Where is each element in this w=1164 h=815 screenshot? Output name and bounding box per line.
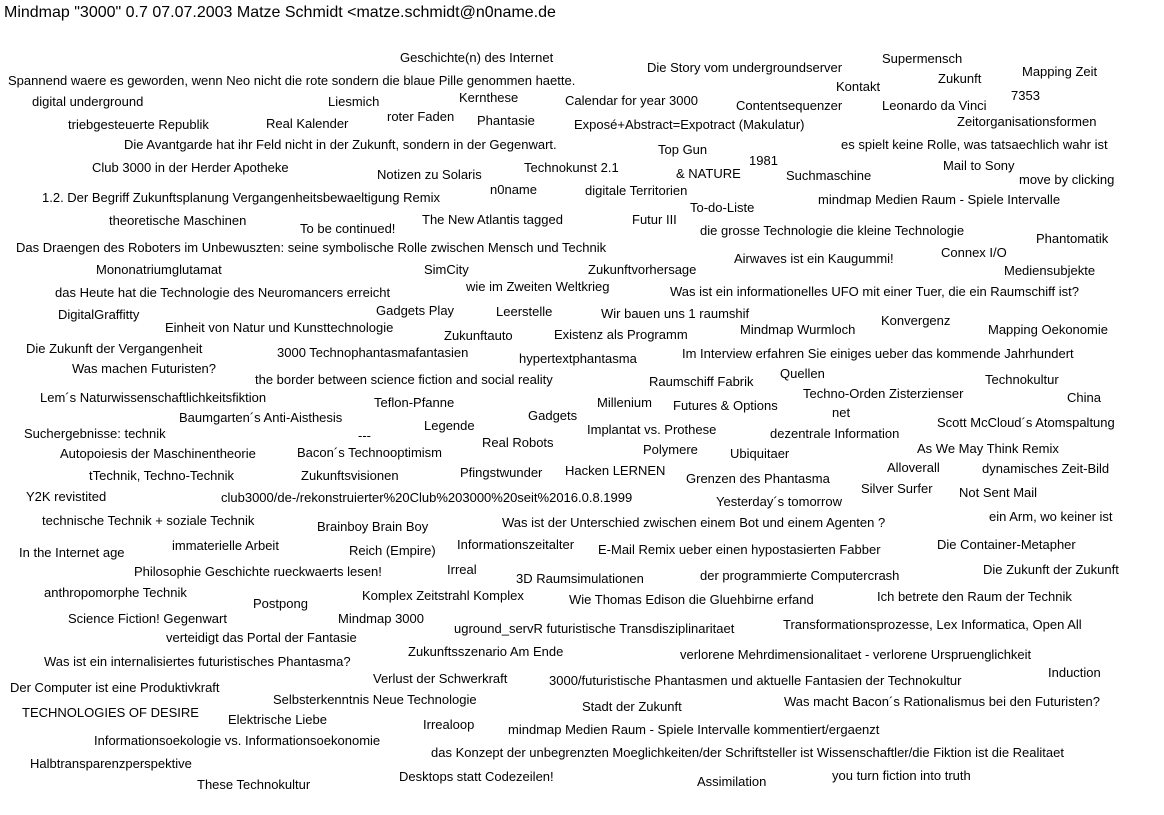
node-these-technokultur[interactable]: These Technokultur	[197, 777, 311, 792]
node-die-zukunft-der-zukunft[interactable]: Die Zukunft der Zukunft	[983, 562, 1119, 577]
node-raumschiff-fabrik[interactable]: Raumschiff Fabrik	[649, 374, 754, 389]
node-pfingstwunder[interactable]: Pfingstwunder	[460, 465, 543, 480]
node-china[interactable]: China	[1067, 390, 1101, 405]
node-calendar-for-year-3000[interactable]: Calendar for year 3000	[565, 93, 698, 108]
node-leerstelle[interactable]: Leerstelle	[496, 304, 553, 319]
node-im-interview-erfahren-sie-einiges-ueber-[interactable]: Im Interview erfahren Sie einiges ueber das kommende Jahrhundert	[682, 346, 1074, 361]
node-postpong[interactable]: Postpong	[253, 596, 308, 611]
node-in-the-internet-age[interactable]: In the Internet age	[19, 545, 125, 560]
node-philosophie-geschichte-rueckwaerts-lesen[interactable]: Philosophie Geschichte rueckwaerts lesen!	[134, 564, 382, 579]
node-ich-betrete-den-raum-der-technik[interactable]: Ich betrete den Raum der Technik	[877, 589, 1072, 604]
node-zukunft[interactable]: Zukunft	[938, 71, 982, 86]
node-club-3000-in-der-herder-apotheke[interactable]: Club 3000 in der Herder Apotheke	[92, 160, 289, 175]
node-kontakt[interactable]: Kontakt	[836, 79, 881, 94]
node-elektrische-liebe[interactable]: Elektrische Liebe	[228, 712, 327, 727]
node-selbsterkenntnis-neue-technologie[interactable]: Selbsterkenntnis Neue Technologie	[273, 692, 477, 707]
node-move-by-clicking[interactable]: move by clicking	[1019, 172, 1115, 187]
node-supermensch[interactable]: Supermensch	[882, 51, 963, 66]
node-simcity[interactable]: SimCity	[424, 262, 469, 277]
node-triebgesteuerte-republik[interactable]: triebgesteuerte Republik	[68, 117, 209, 132]
node-mindmap-wurmloch[interactable]: Mindmap Wurmloch	[740, 322, 856, 337]
node-alloverall[interactable]: Alloverall	[887, 460, 940, 475]
node-verlorene-mehrdimensionalitaet-verlorene[interactable]: verlorene Mehrdimensionalitaet - verlorene Urspruenglichkeit	[680, 647, 1032, 662]
node-liesmich[interactable]: Liesmich	[328, 94, 380, 109]
node-3000-technophantasmafantasien[interactable]: 3000 Technophantasmafantasien	[277, 345, 469, 360]
node-zukunftauto[interactable]: Zukunftauto	[444, 328, 513, 343]
node-the-new-atlantis-tagged[interactable]: The New Atlantis tagged	[422, 212, 563, 227]
node-technologies-of-desire[interactable]: TECHNOLOGIES OF DESIRE	[22, 705, 199, 720]
node-zukunftsvisionen[interactable]: Zukunftsvisionen	[301, 468, 399, 483]
node-contentsequenzer[interactable]: Contentsequenzer	[736, 98, 843, 113]
node-mindmap-medien-raum-spiele-intervalle-ko[interactable]: mindmap Medien Raum - Spiele Intervalle kommentiert/ergaenzt	[508, 722, 880, 737]
node-notizen-zu-solaris[interactable]: Notizen zu Solaris	[377, 167, 482, 182]
node-wir-bauen-uns-1-raumshif[interactable]: Wir bauen uns 1 raumshif	[601, 306, 750, 321]
node-nature[interactable]: & NATURE	[676, 166, 741, 181]
node-was-machen-futuristen[interactable]: Was machen Futuristen?	[72, 361, 217, 376]
node-mediensubjekte[interactable]: Mediensubjekte	[1004, 263, 1096, 278]
node-bacon-s-technooptimism[interactable]: Bacon´s Technooptimism	[297, 445, 442, 460]
node-7353[interactable]: 7353	[1011, 88, 1040, 103]
node-mindmap-3000[interactable]: Mindmap 3000	[338, 611, 424, 626]
node-club3000-de-rekonstruierter-20club-20300[interactable]: club3000/de-/rekonstruierter%20Club%203000%20seit%2016.0.8.1999	[221, 490, 633, 505]
node-das-heute-hat-die-technologie-des-neurom[interactable]: das Heute hat die Technologie des Neuromancers erreicht	[55, 285, 391, 300]
node-verlust-der-schwerkraft[interactable]: Verlust der Schwerkraft	[373, 671, 508, 686]
node-dezentrale-information[interactable]: dezentrale Information	[770, 426, 900, 441]
node-technische-technik-soziale-technik[interactable]: technische Technik + soziale Technik	[42, 513, 255, 528]
node-real-robots[interactable]: Real Robots	[482, 435, 554, 450]
node-millenium[interactable]: Millenium	[597, 395, 652, 410]
node-konvergenz[interactable]: Konvergenz	[881, 313, 951, 328]
node-geschichte-n-des-internet[interactable]: Geschichte(n) des Internet	[400, 50, 554, 65]
node-1981[interactable]: 1981	[749, 153, 778, 168]
node-digitale-territorien[interactable]: digitale Territorien	[585, 183, 688, 198]
node-die-avantgarde-hat-ihr-feld-nicht-in-der[interactable]: Die Avantgarde hat ihr Feld nicht in der Zukunft, sondern in der Gegenwart.	[124, 137, 557, 152]
node-desktops-statt-codezeilen[interactable]: Desktops statt Codezeilen!	[399, 769, 554, 784]
node-to-be-continued[interactable]: To be continued!	[300, 221, 396, 236]
node-die-zukunft-der-vergangenheit[interactable]: Die Zukunft der Vergangenheit	[26, 341, 203, 356]
node-polymere[interactable]: Polymere	[643, 442, 698, 457]
node-es-spielt-keine-rolle-was-tatsaechlich-w[interactable]: es spielt keine Rolle, was tatsaechlich wahr ist	[841, 137, 1108, 152]
node-hacken-lernen[interactable]: Hacken LERNEN	[565, 463, 666, 478]
node-dynamisches-zeit-bild[interactable]: dynamisches Zeit-Bild	[982, 461, 1110, 476]
node-mindmap-medien-raum-spiele-intervalle[interactable]: mindmap Medien Raum - Spiele Intervalle	[818, 192, 1061, 207]
node-zukunftsszenario-am-ende[interactable]: Zukunftsszenario Am Ende	[408, 644, 564, 659]
node-mapping-oekonomie[interactable]: Mapping Oekonomie	[988, 322, 1108, 337]
node-ein-arm-wo-keiner-ist[interactable]: ein Arm, wo keiner ist	[989, 509, 1113, 524]
node-not-sent-mail[interactable]: Not Sent Mail	[959, 485, 1038, 500]
node-ttechnik-techno-technik[interactable]: tTechnik, Techno-Technik	[89, 468, 235, 483]
node-y2k-revistited[interactable]: Y2K revistited	[26, 489, 107, 504]
node-separator[interactable]: ---	[358, 428, 371, 443]
node-wie-im-zweiten-weltkrieg[interactable]: wie im Zweiten Weltkrieg	[466, 279, 610, 294]
node-irreal[interactable]: Irreal	[447, 562, 477, 577]
node-zeitorganisationsformen[interactable]: Zeitorganisationsformen	[957, 114, 1097, 129]
node-to-do-liste[interactable]: To-do-Liste	[690, 200, 755, 215]
node-mapping-zeit[interactable]: Mapping Zeit	[1022, 64, 1098, 79]
node-implantat-vs-prothese[interactable]: Implantat vs. Prothese	[587, 422, 717, 437]
node-komplex-zeitstrahl-komplex[interactable]: Komplex Zeitstrahl Komplex	[362, 588, 524, 603]
node-n0name[interactable]: n0name	[490, 182, 537, 197]
node-transformationsprozesse-lex-informatica-[interactable]: Transformationsprozesse, Lex Informatica, Open All	[783, 617, 1082, 632]
node-was-ist-ein-informationelles-ufo-mit-ein[interactable]: Was ist ein informationelles UFO mit einer Tuer, die ein Raumschiff ist?	[670, 284, 1079, 299]
node-3d-raumsimulationen[interactable]: 3D Raumsimulationen	[516, 571, 644, 586]
node-teflon-pfanne[interactable]: Teflon-Pfanne	[374, 395, 455, 410]
node-suchmaschine[interactable]: Suchmaschine	[786, 168, 872, 183]
node-das-draengen-des-roboters-im-unbewuszten[interactable]: Das Draengen des Roboters im Unbewuszten: seine symbolische Rolle zwischen Mensch und Technik	[16, 240, 607, 255]
node-e-mail-remix-ueber-einen-hypostasierten-[interactable]: E-Mail Remix ueber einen hypostasierten Fabber	[598, 542, 881, 557]
node-you-turn-fiction-into-truth[interactable]: you turn fiction into truth	[832, 768, 971, 783]
node-einheit-von-natur-und-kunsttechnologie[interactable]: Einheit von Natur und Kunsttechnologie	[165, 320, 394, 335]
node-technokultur[interactable]: Technokultur	[985, 372, 1059, 387]
node-informationszeitalter[interactable]: Informationszeitalter	[457, 537, 575, 552]
node-autopoiesis-der-maschinentheorie[interactable]: Autopoiesis der Maschinentheorie	[60, 446, 256, 461]
node-verteidigt-das-portal-der-fantasie[interactable]: verteidigt das Portal der Fantasie	[166, 630, 357, 645]
node-uground-servr-futuristische-transdiszipl[interactable]: uground_servR futuristische Transdisziplinaritaet	[454, 621, 735, 636]
node-gadgets-play[interactable]: Gadgets Play	[376, 303, 455, 318]
node-futures-options[interactable]: Futures & Options	[673, 398, 778, 413]
node-gadgets[interactable]: Gadgets	[528, 408, 578, 423]
node-die-grosse-technologie-die-kleine-techno[interactable]: die grosse Technologie die kleine Technologie	[700, 223, 965, 238]
node-digital-underground[interactable]: digital underground	[32, 94, 144, 109]
node-kernthese[interactable]: Kernthese	[459, 90, 519, 105]
node-anthropomorphe-technik[interactable]: anthropomorphe Technik	[44, 585, 187, 600]
node-halbtransparenzperspektive[interactable]: Halbtransparenzperspektive	[30, 756, 192, 771]
node-3000-futuristische-phantasmen-und-aktuel[interactable]: 3000/futuristische Phantasmen und aktuelle Fantasien der Technokultur	[549, 673, 962, 688]
node-real-kalender[interactable]: Real Kalender	[266, 116, 349, 131]
node-technokunst-2-1[interactable]: Technokunst 2.1	[524, 160, 619, 175]
node-the-border-between-science-fiction-and-s[interactable]: the border between science fiction and social reality	[255, 372, 553, 387]
node-quellen[interactable]: Quellen	[780, 366, 825, 381]
node-induction[interactable]: Induction	[1048, 665, 1101, 680]
node-digitalgraffitty[interactable]: DigitalGraffitty	[58, 307, 140, 322]
node-techno-orden-zisterzienser[interactable]: Techno-Orden Zisterzienser	[803, 386, 964, 401]
node-irrealoop[interactable]: Irrealoop	[423, 717, 475, 732]
node-lem-s-naturwissenschaftlichkeitsfiktion[interactable]: Lem´s Naturwissenschaftlichkeitsfiktion	[40, 390, 267, 405]
node-1-2-der-begriff-zukunftsplanung-vergange[interactable]: 1.2. Der Begriff Zukunftsplanung Vergangenheitsbewaeltigung Remix	[42, 190, 440, 205]
node-was-macht-bacon-s-rationalismus-bei-den-[interactable]: Was macht Bacon´s Rationalismus bei den Futuristen?	[784, 694, 1100, 709]
node-informationsoekologie-vs-informationsoek[interactable]: Informationsoekologie vs. Informationsoekonomie	[94, 733, 381, 748]
node-theoretische-maschinen[interactable]: theoretische Maschinen	[109, 213, 247, 228]
node-was-ist-der-unterschied-zwischen-einem-b[interactable]: Was ist der Unterschied zwischen einem Bot und einem Agenten ?	[502, 515, 886, 530]
node-scott-mccloud-s-atomspaltung[interactable]: Scott McCloud´s Atomspaltung	[937, 415, 1115, 430]
node-phantomatik[interactable]: Phantomatik	[1036, 231, 1109, 246]
node-mail-to-sony[interactable]: Mail to Sony	[943, 158, 1015, 173]
node-airwaves-ist-ein-kaugummi[interactable]: Airwaves ist ein Kaugummi!	[734, 251, 894, 266]
node-legende[interactable]: Legende	[424, 418, 475, 433]
node-suchergebnisse-technik[interactable]: Suchergebnisse: technik	[24, 426, 166, 441]
node-mononatriumglutamat[interactable]: Mononatriumglutamat	[96, 262, 222, 277]
node-zukunftvorhersage[interactable]: Zukunftvorhersage	[588, 262, 697, 277]
node-futur-iii[interactable]: Futur III	[632, 212, 677, 227]
node-die-story-vom-undergroundserver[interactable]: Die Story vom undergroundserver	[647, 60, 843, 75]
node-phantasie[interactable]: Phantasie	[477, 113, 535, 128]
node-ubiquitaer[interactable]: Ubiquitaer	[730, 446, 790, 461]
node-baumgarten-s-anti-aisthesis[interactable]: Baumgarten´s Anti-Aisthesis	[179, 410, 343, 425]
node-die-container-metapher[interactable]: Die Container-Metapher	[937, 537, 1076, 552]
node-wie-thomas-edison-die-gluehbirne-erfand[interactable]: Wie Thomas Edison die Gluehbirne erfand	[569, 592, 814, 607]
node-hypertextphantasma[interactable]: hypertextphantasma	[519, 351, 637, 366]
node-assimilation[interactable]: Assimilation	[697, 774, 767, 789]
node-was-ist-ein-internalisiertes-futuristisc[interactable]: Was ist ein internalisiertes futuristisches Phantasma?	[44, 654, 351, 669]
node-der-computer-ist-eine-produktivkraft[interactable]: Der Computer ist eine Produktivkraft	[10, 680, 220, 695]
node-leonardo-da-vinci[interactable]: Leonardo da Vinci	[882, 98, 987, 113]
node-existenz-als-programm[interactable]: Existenz als Programm	[554, 327, 688, 342]
node-der-programmierte-computercrash[interactable]: der programmierte Computercrash	[700, 568, 900, 583]
node-yesterday-s-tomorrow[interactable]: Yesterday´s tomorrow	[716, 494, 842, 509]
page-title: Mindmap "3000" 0.7 07.07.2003 Matze Schmidt <matze.schmidt@n0name.de	[4, 4, 556, 21]
node-grenzen-des-phantasma[interactable]: Grenzen des Phantasma	[686, 471, 830, 486]
node-silver-surfer[interactable]: Silver Surfer	[861, 481, 933, 496]
node-das-konzept-der-unbegrenzten-moeglichkei[interactable]: das Konzept der unbegrenzten Moeglichkeiten/der Schriftsteller ist Wissenschaftler/die Fiktion ist die Realitaet	[431, 745, 1064, 760]
node-net[interactable]: net	[832, 405, 851, 420]
node-stadt-der-zukunft[interactable]: Stadt der Zukunft	[582, 699, 682, 714]
node-roter-faden[interactable]: roter Faden	[387, 109, 455, 124]
node-top-gun[interactable]: Top Gun	[658, 142, 708, 157]
node-connex-i-o[interactable]: Connex I/O	[941, 245, 1007, 260]
node-expose-abstract-expotract-makulatur[interactable]: Exposé+Abstract=Expotract (Makulatur)	[574, 117, 805, 132]
node-spannend-waere-es-geworden-wenn-neo-nich[interactable]: Spannend waere es geworden, wenn Neo nicht die rote sondern die blaue Pille genommen haette.	[8, 73, 576, 88]
node-reich-empire[interactable]: Reich (Empire)	[349, 543, 436, 558]
node-science-fiction-gegenwart[interactable]: Science Fiction! Gegenwart	[68, 611, 227, 626]
node-brainboy-brain-boy[interactable]: Brainboy Brain Boy	[317, 519, 429, 534]
node-immaterielle-arbeit[interactable]: immaterielle Arbeit	[172, 538, 279, 553]
node-as-we-may-think-remix[interactable]: As We May Think Remix	[917, 441, 1059, 456]
